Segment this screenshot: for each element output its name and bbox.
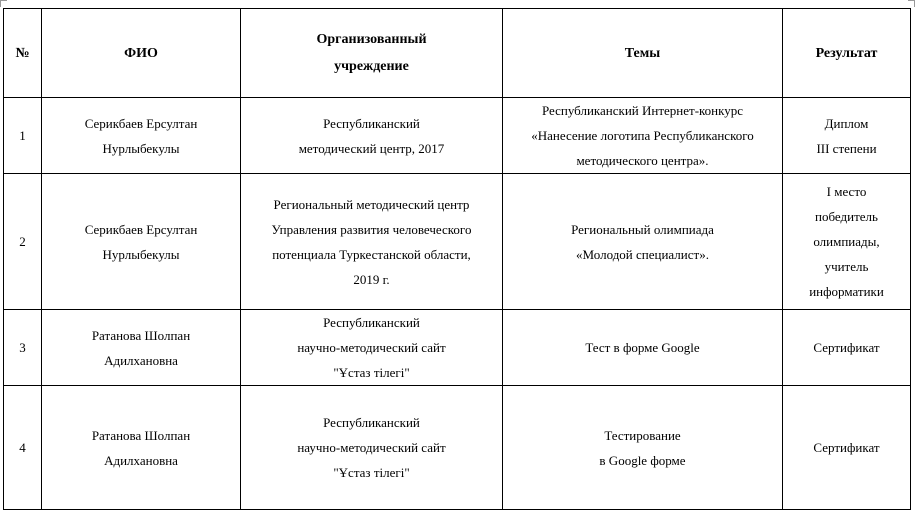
cell-organization-line: Региональный методический центр xyxy=(273,196,470,212)
cell-fio-line: Ратанова Шолпан xyxy=(91,427,191,443)
cell-topic-line: методического центра». xyxy=(576,153,709,168)
cell-organization xyxy=(241,310,503,386)
cell-result xyxy=(783,310,911,386)
cell-result-line: учитель xyxy=(824,259,869,274)
table-row xyxy=(4,174,911,310)
cell-fio xyxy=(42,386,241,510)
cell-organization xyxy=(241,386,503,510)
header-fio: ФИО xyxy=(42,9,241,98)
cell-topic xyxy=(503,386,783,510)
cell-result-line: победитель xyxy=(815,209,878,224)
cell-result xyxy=(783,174,911,310)
header-topics: Темы xyxy=(503,9,783,98)
cell-organization-line: научно-методический сайт xyxy=(297,340,446,355)
cell-fio xyxy=(42,310,241,386)
cell-organization-line: научно-методический сайт xyxy=(297,440,446,455)
cell-fio-line: Нурлыбекулы xyxy=(102,246,180,262)
cell-number: 1 xyxy=(4,98,42,174)
cell-topic-line: «Нанесение логотипа Республиканского xyxy=(531,128,754,143)
cell-number: 3 xyxy=(4,310,42,386)
header-result: Результат xyxy=(783,9,911,98)
cell-result xyxy=(783,386,911,510)
cell-topic xyxy=(503,98,783,174)
table-row xyxy=(4,98,911,174)
cell-topic-line: «Молодой специалист». xyxy=(576,246,709,262)
cell-organization-line: Республиканский xyxy=(323,315,420,330)
table-row xyxy=(4,386,911,510)
cell-organization-line: потенциала Туркестанской области, xyxy=(272,246,471,262)
cell-fio xyxy=(42,98,241,174)
cell-topic-line: Республиканский Интернет-конкурс xyxy=(541,103,744,118)
cell-organization xyxy=(241,174,503,310)
cell-topic-line: Региональный олимпиада xyxy=(571,221,714,237)
table-row xyxy=(4,310,911,386)
cell-organization-line: Республиканский xyxy=(323,415,420,430)
cell-number: 2 xyxy=(4,174,42,310)
header-row xyxy=(4,9,911,98)
header-organization-line1: Организованный xyxy=(316,32,427,47)
cell-number: 4 xyxy=(4,386,42,510)
cell-fio-line: Ратанова Шолпан xyxy=(91,327,191,343)
cell-organization-line: "Ұстаз тілегі" xyxy=(333,465,410,480)
cell-topic xyxy=(503,174,783,310)
cell-fio-line: Серикбаев Ерсултан xyxy=(84,115,198,131)
page-corner-mark-right xyxy=(908,0,915,7)
cell-fio-line: Адилхановна xyxy=(104,352,178,368)
page-corner-mark-left xyxy=(0,0,7,7)
cell-organization-line: Республиканский xyxy=(323,115,420,131)
cell-result-line: олимпиады, xyxy=(813,234,880,249)
cell-fio-line: Нурлыбекулы xyxy=(102,140,180,156)
cell-organization-line: "Ұстаз тілегі" xyxy=(333,365,410,380)
cell-fio-line: Адилхановна xyxy=(104,452,178,468)
awards-table xyxy=(3,8,911,510)
awards-table-container xyxy=(3,8,911,510)
cell-result-line: Диплом xyxy=(824,115,869,131)
cell-result-line: информатики xyxy=(809,284,884,299)
cell-result-line: Сертификат xyxy=(813,340,880,355)
cell-topic xyxy=(503,310,783,386)
cell-organization-line: 2019 г. xyxy=(353,271,390,287)
cell-result-line: I место xyxy=(826,184,867,199)
cell-organization-line: методический центр, 2017 xyxy=(298,140,445,156)
header-organization-line2: учреждение xyxy=(334,59,409,74)
cell-result-line: III степени xyxy=(816,140,877,156)
cell-fio-line: Серикбаев Ерсултан xyxy=(84,221,198,237)
cell-result xyxy=(783,98,911,174)
cell-topic-line: Тест в форме Google xyxy=(585,340,700,355)
cell-topic-line: Тестирование xyxy=(604,427,681,443)
cell-fio xyxy=(42,174,241,310)
cell-organization-line: Управления развития человеческого xyxy=(271,221,472,237)
cell-topic-line: в Google форме xyxy=(599,452,686,468)
table-body xyxy=(4,98,911,510)
header-organization xyxy=(241,9,503,98)
cell-result-line: Сертификат xyxy=(813,440,880,455)
cell-organization xyxy=(241,98,503,174)
header-number: № xyxy=(4,9,42,98)
